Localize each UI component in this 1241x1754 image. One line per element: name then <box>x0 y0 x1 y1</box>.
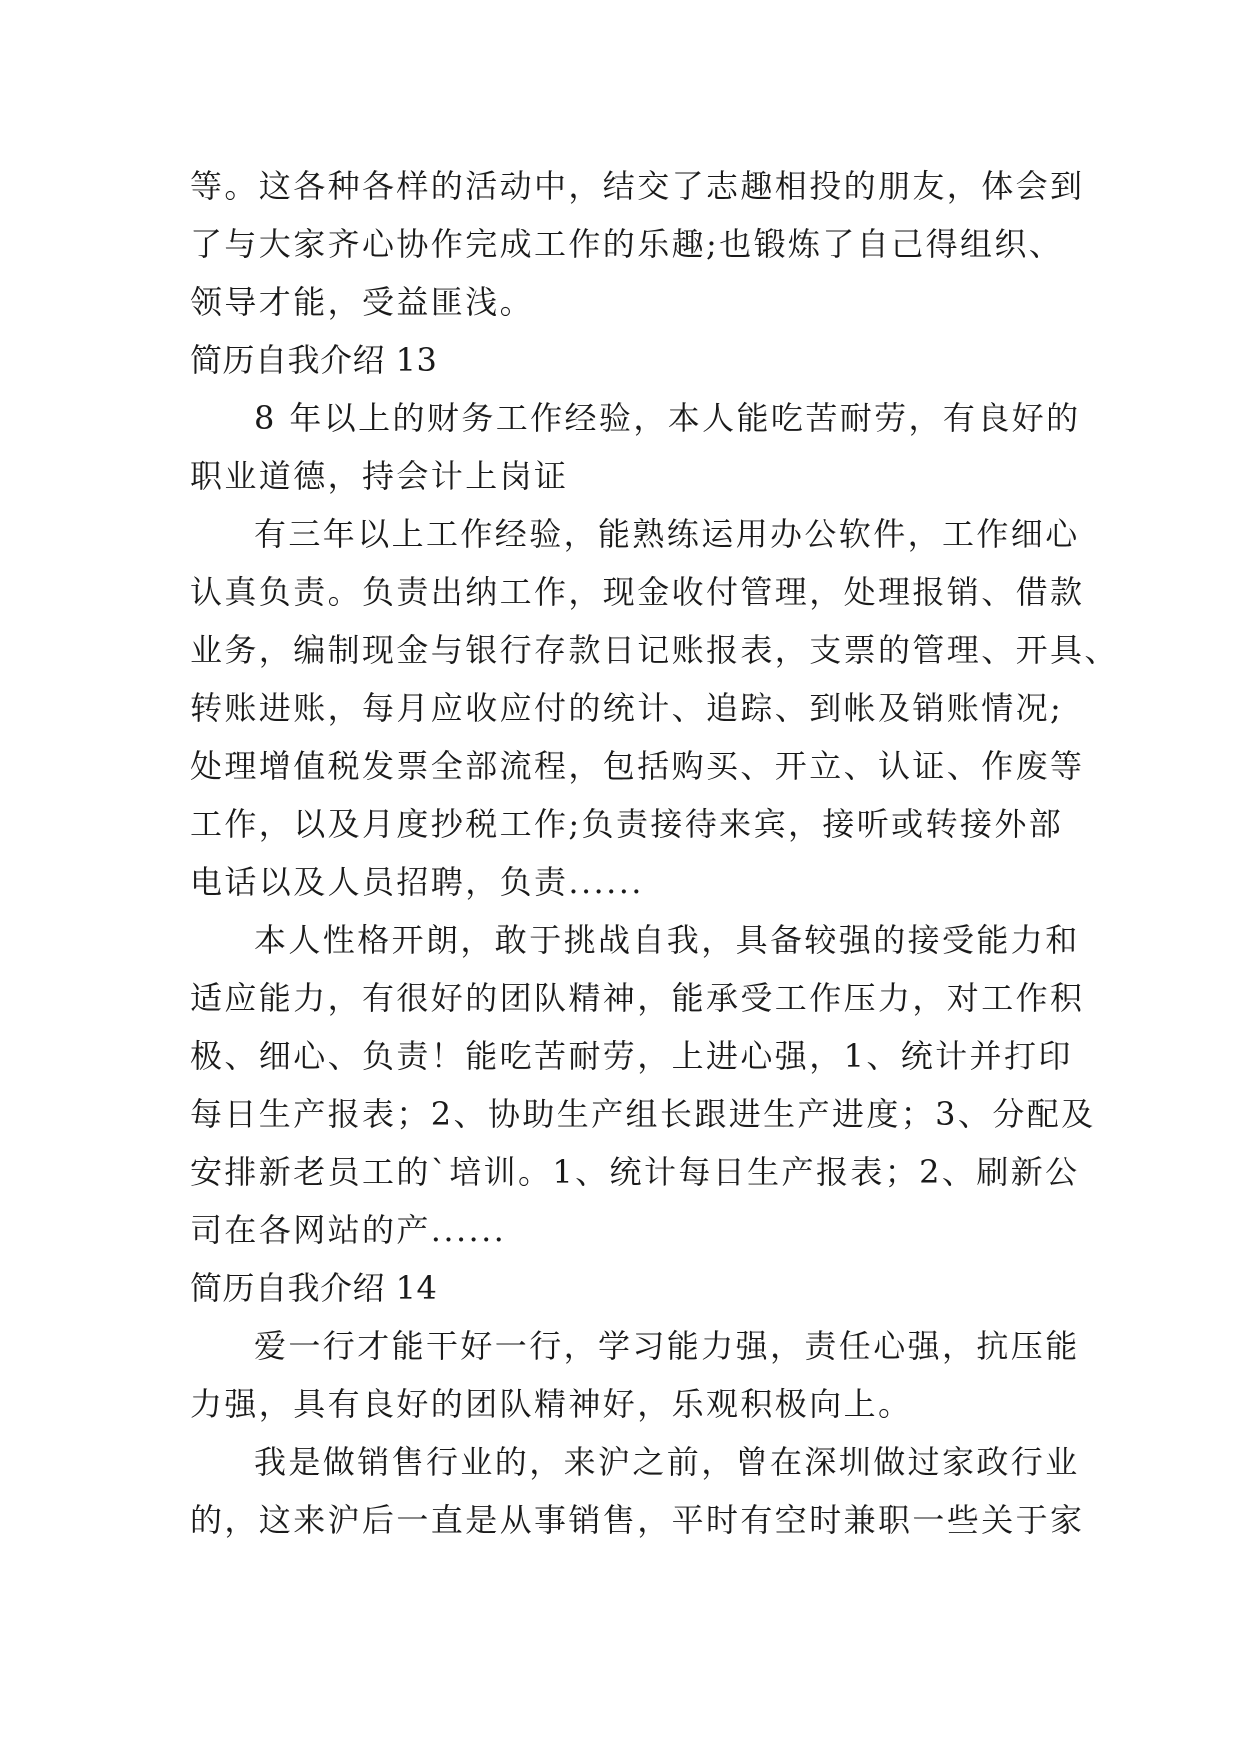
paragraph-first-line: 8 年以上的财务工作经验，本人能吃苦耐劳，有良好的 <box>254 399 1081 437</box>
text-line: 处理增值税发票全部流程，包括购买、开立、认证、作废等 <box>190 747 1085 785</box>
text-line: 安排新老员工的`培训。1、统计每日生产报表；2、刷新公 <box>190 1153 1080 1191</box>
paragraph-first-line: 我是做销售行业的，来沪之前，曾在深圳做过家政行业 <box>254 1443 1080 1481</box>
paragraph-first-line: 有三年以上工作经验，能熟练运用办公软件，工作细心 <box>254 515 1080 553</box>
text-line: 职业道德，持会计上岗证 <box>190 457 569 495</box>
text-line: 业务，编制现金与银行存款日记账报表，支票的管理、开具、 <box>190 631 1119 669</box>
text-line: 电话以及人员招聘，负责...... <box>190 863 644 901</box>
paragraph-first-line: 爱一行才能干好一行，学习能力强，责任心强，抗压能 <box>254 1327 1080 1365</box>
paragraph-first-line: 本人性格开朗，敢于挑战自我，具备较强的接受能力和 <box>254 921 1080 959</box>
text-line: 力强，具有良好的团队精神好，乐观积极向上。 <box>190 1385 913 1423</box>
text-line: 极、细心、负责！能吃苦耐劳，上进心强，1、统计并打印 <box>190 1037 1073 1075</box>
text-line: 转账进账，每月应收应付的统计、追踪、到帐及销账情况; <box>190 689 1064 727</box>
section-heading: 简历自我介绍 13 <box>190 341 438 379</box>
text-line: 领导才能，受益匪浅。 <box>190 283 535 321</box>
document-body <box>190 157 1119 1549</box>
text-line: 每日生产报表；2、协助生产组长跟进生产进度；3、分配及 <box>190 1095 1096 1133</box>
text-line: 工作，以及月度抄税工作;负责接待来宾，接听或转接外部 <box>190 805 1064 843</box>
text-line: 司在各网站的产...... <box>190 1211 507 1249</box>
section-heading: 简历自我介绍 14 <box>190 1269 438 1307</box>
text-line: 了与大家齐心协作完成工作的乐趣;也锻炼了自己得组织、 <box>190 225 1064 263</box>
text-line: 认真负责。负责出纳工作，现金收付管理，处理报销、借款 <box>190 573 1085 611</box>
text-line: 的，这来沪后一直是从事销售，平时有空时兼职一些关于家 <box>190 1501 1085 1539</box>
text-line: 适应能力，有很好的团队精神，能承受工作压力，对工作积 <box>190 979 1085 1017</box>
text-line: 等。这各种各样的活动中，结交了志趣相投的朋友，体会到 <box>190 167 1085 205</box>
